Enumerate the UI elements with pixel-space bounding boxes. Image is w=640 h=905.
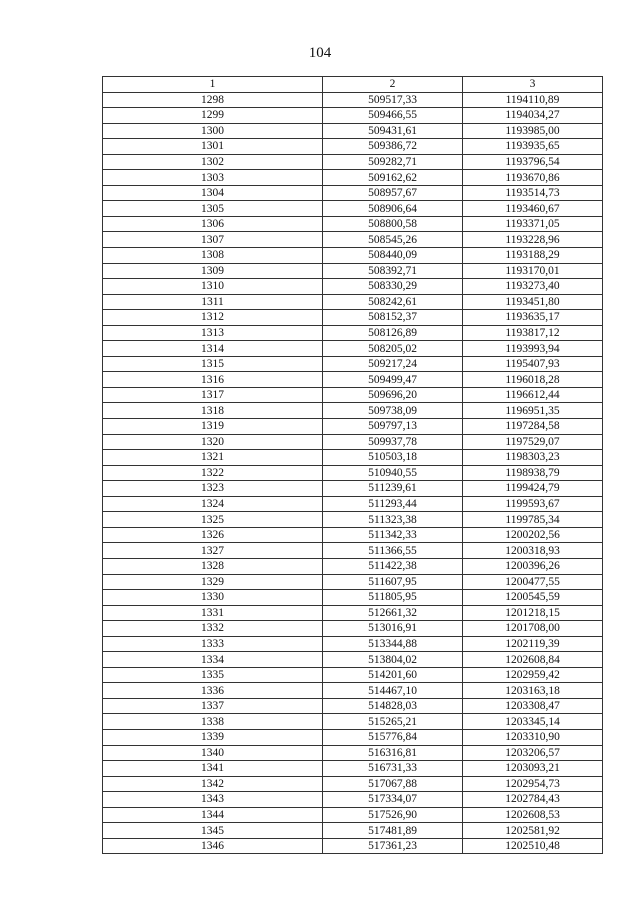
column-header: 1 bbox=[103, 77, 323, 93]
table-cell: 1322 bbox=[103, 465, 323, 481]
table-cell: 517067,88 bbox=[323, 776, 463, 792]
table-cell: 510503,18 bbox=[323, 450, 463, 466]
table-cell: 509517,33 bbox=[323, 92, 463, 108]
table-cell: 509738,09 bbox=[323, 403, 463, 419]
table-cell: 1300 bbox=[103, 123, 323, 139]
table-cell: 1341 bbox=[103, 761, 323, 777]
table-cell: 508242,61 bbox=[323, 294, 463, 310]
table-cell: 1202608,53 bbox=[463, 807, 603, 823]
table-cell: 1334 bbox=[103, 652, 323, 668]
table-cell: 517481,89 bbox=[323, 823, 463, 839]
table-row bbox=[103, 248, 603, 264]
table-cell: 512661,32 bbox=[323, 605, 463, 621]
table-cell: 508330,29 bbox=[323, 279, 463, 295]
table-cell: 1203163,18 bbox=[463, 683, 603, 699]
table-cell: 1193460,67 bbox=[463, 201, 603, 217]
table-row bbox=[103, 185, 603, 201]
table-cell: 1328 bbox=[103, 558, 323, 574]
table-row bbox=[103, 636, 603, 652]
table-cell: 1346 bbox=[103, 838, 323, 854]
column-header: 3 bbox=[463, 77, 603, 93]
table-row bbox=[103, 341, 603, 357]
table-cell: 1200202,56 bbox=[463, 527, 603, 543]
page-number: 104 bbox=[308, 45, 332, 61]
table-cell: 1193273,40 bbox=[463, 279, 603, 295]
table-cell: 1202954,73 bbox=[463, 776, 603, 792]
table-cell: 1331 bbox=[103, 605, 323, 621]
table-cell: 1325 bbox=[103, 512, 323, 528]
table-cell: 1311 bbox=[103, 294, 323, 310]
table-row bbox=[103, 481, 603, 497]
table-cell: 516316,81 bbox=[323, 745, 463, 761]
table-cell: 509386,72 bbox=[323, 139, 463, 155]
table-row bbox=[103, 574, 603, 590]
table-cell: 1196018,28 bbox=[463, 372, 603, 388]
column-header: 2 bbox=[323, 77, 463, 93]
table-cell: 1315 bbox=[103, 356, 323, 372]
table-cell: 1193993,94 bbox=[463, 341, 603, 357]
table-cell: 1342 bbox=[103, 776, 323, 792]
table-cell: 508545,26 bbox=[323, 232, 463, 248]
table-cell: 1203345,14 bbox=[463, 714, 603, 730]
table-cell: 513804,02 bbox=[323, 652, 463, 668]
table-row bbox=[103, 838, 603, 854]
table-cell: 511239,61 bbox=[323, 481, 463, 497]
table-cell: 1321 bbox=[103, 450, 323, 466]
table-cell: 1193170,01 bbox=[463, 263, 603, 279]
table-row bbox=[103, 450, 603, 466]
table-row bbox=[103, 729, 603, 745]
table-cell: 510940,55 bbox=[323, 465, 463, 481]
table-cell: 508906,64 bbox=[323, 201, 463, 217]
table-cell: 1200477,55 bbox=[463, 574, 603, 590]
table-cell: 1345 bbox=[103, 823, 323, 839]
table-cell: 1312 bbox=[103, 310, 323, 326]
table-cell: 511323,38 bbox=[323, 512, 463, 528]
table-cell: 1193451,80 bbox=[463, 294, 603, 310]
table-cell: 511366,55 bbox=[323, 543, 463, 559]
table-cell: 1314 bbox=[103, 341, 323, 357]
table-cell: 1202608,84 bbox=[463, 652, 603, 668]
table-cell: 517334,07 bbox=[323, 792, 463, 808]
table-row bbox=[103, 372, 603, 388]
table-cell: 1303 bbox=[103, 170, 323, 186]
table-cell: 1326 bbox=[103, 527, 323, 543]
table-row bbox=[103, 294, 603, 310]
table-cell: 1308 bbox=[103, 248, 323, 264]
table-cell: 1324 bbox=[103, 496, 323, 512]
table-row bbox=[103, 201, 603, 217]
table-cell: 1194110,89 bbox=[463, 92, 603, 108]
table-cell: 509217,24 bbox=[323, 356, 463, 372]
table-cell: 1196951,35 bbox=[463, 403, 603, 419]
table-row bbox=[103, 403, 603, 419]
table-cell: 1305 bbox=[103, 201, 323, 217]
table-row bbox=[103, 590, 603, 606]
table-row bbox=[103, 807, 603, 823]
table-row bbox=[103, 154, 603, 170]
table-cell: 1202119,39 bbox=[463, 636, 603, 652]
table-cell: 1307 bbox=[103, 232, 323, 248]
table-cell: 514828,03 bbox=[323, 698, 463, 714]
table-cell: 1304 bbox=[103, 185, 323, 201]
table-row bbox=[103, 465, 603, 481]
table-row bbox=[103, 527, 603, 543]
table-cell: 1202581,92 bbox=[463, 823, 603, 839]
table-cell: 1193635,17 bbox=[463, 310, 603, 326]
table-cell: 1199424,79 bbox=[463, 481, 603, 497]
table-cell: 1301 bbox=[103, 139, 323, 155]
table-row bbox=[103, 792, 603, 808]
table-cell: 1316 bbox=[103, 372, 323, 388]
table-cell: 1329 bbox=[103, 574, 323, 590]
table-cell: 516731,33 bbox=[323, 761, 463, 777]
table-cell: 1327 bbox=[103, 543, 323, 559]
table-row bbox=[103, 496, 603, 512]
table-cell: 1203206,57 bbox=[463, 745, 603, 761]
table-cell: 509431,61 bbox=[323, 123, 463, 139]
table-cell: 1344 bbox=[103, 807, 323, 823]
table-row bbox=[103, 170, 603, 186]
table-cell: 1198938,79 bbox=[463, 465, 603, 481]
table-row bbox=[103, 216, 603, 232]
table-row bbox=[103, 605, 603, 621]
table-row bbox=[103, 310, 603, 326]
table-cell: 1202510,48 bbox=[463, 838, 603, 854]
table-cell: 1309 bbox=[103, 263, 323, 279]
table-row bbox=[103, 745, 603, 761]
table-cell: 1193817,12 bbox=[463, 325, 603, 341]
table-cell: 1319 bbox=[103, 419, 323, 435]
table-row bbox=[103, 108, 603, 124]
table-cell: 509162,62 bbox=[323, 170, 463, 186]
table-cell: 509499,47 bbox=[323, 372, 463, 388]
table-cell: 1194034,27 bbox=[463, 108, 603, 124]
table-row bbox=[103, 652, 603, 668]
table-cell: 1203308,47 bbox=[463, 698, 603, 714]
table-row bbox=[103, 92, 603, 108]
table-row bbox=[103, 776, 603, 792]
table-cell: 1203310,90 bbox=[463, 729, 603, 745]
table-cell: 514201,60 bbox=[323, 667, 463, 683]
table-row bbox=[103, 279, 603, 295]
table-cell: 513344,88 bbox=[323, 636, 463, 652]
table-cell: 509696,20 bbox=[323, 387, 463, 403]
table-row bbox=[103, 325, 603, 341]
table-cell: 1196612,44 bbox=[463, 387, 603, 403]
table-row bbox=[103, 761, 603, 777]
table-row bbox=[103, 683, 603, 699]
table-row bbox=[103, 558, 603, 574]
table-cell: 513016,91 bbox=[323, 621, 463, 637]
table-cell: 1338 bbox=[103, 714, 323, 730]
table-cell: 1193796,54 bbox=[463, 154, 603, 170]
table-row bbox=[103, 263, 603, 279]
table-row bbox=[103, 543, 603, 559]
table-cell: 1200318,93 bbox=[463, 543, 603, 559]
table-cell: 508800,58 bbox=[323, 216, 463, 232]
table-cell: 1302 bbox=[103, 154, 323, 170]
table-cell: 511293,44 bbox=[323, 496, 463, 512]
table-cell: 508957,67 bbox=[323, 185, 463, 201]
table-row bbox=[103, 139, 603, 155]
coordinates-table bbox=[102, 76, 603, 854]
table-cell: 1332 bbox=[103, 621, 323, 637]
table-cell: 515265,21 bbox=[323, 714, 463, 730]
table-cell: 1195407,93 bbox=[463, 356, 603, 372]
table-cell: 1193188,29 bbox=[463, 248, 603, 264]
table-row bbox=[103, 714, 603, 730]
table-cell: 1193514,73 bbox=[463, 185, 603, 201]
table-cell: 514467,10 bbox=[323, 683, 463, 699]
table-cell: 517526,90 bbox=[323, 807, 463, 823]
table-row bbox=[103, 419, 603, 435]
table-row bbox=[103, 232, 603, 248]
table-cell: 509937,78 bbox=[323, 434, 463, 450]
table-cell: 508392,71 bbox=[323, 263, 463, 279]
table-cell: 1336 bbox=[103, 683, 323, 699]
table-cell: 511607,95 bbox=[323, 574, 463, 590]
table-cell: 1200545,59 bbox=[463, 590, 603, 606]
table-row bbox=[103, 387, 603, 403]
table-cell: 1340 bbox=[103, 745, 323, 761]
table-cell: 1299 bbox=[103, 108, 323, 124]
table-cell: 1193371,05 bbox=[463, 216, 603, 232]
table-cell: 1199593,67 bbox=[463, 496, 603, 512]
table-cell: 1335 bbox=[103, 667, 323, 683]
table-cell: 511805,95 bbox=[323, 590, 463, 606]
table-cell: 508440,09 bbox=[323, 248, 463, 264]
table-cell: 1323 bbox=[103, 481, 323, 497]
table-row bbox=[103, 621, 603, 637]
table-cell: 1202784,43 bbox=[463, 792, 603, 808]
table-cell: 1197284,58 bbox=[463, 419, 603, 435]
table-cell: 1343 bbox=[103, 792, 323, 808]
table-cell: 1193670,86 bbox=[463, 170, 603, 186]
table-cell: 1199785,34 bbox=[463, 512, 603, 528]
table-cell: 1202959,42 bbox=[463, 667, 603, 683]
table-cell: 1306 bbox=[103, 216, 323, 232]
table-cell: 1201218,15 bbox=[463, 605, 603, 621]
table-cell: 1318 bbox=[103, 403, 323, 419]
table-cell: 1197529,07 bbox=[463, 434, 603, 450]
table-cell: 509466,55 bbox=[323, 108, 463, 124]
table-cell: 515776,84 bbox=[323, 729, 463, 745]
table-cell: 1193935,65 bbox=[463, 139, 603, 155]
table-cell: 1330 bbox=[103, 590, 323, 606]
table-cell: 1198303,23 bbox=[463, 450, 603, 466]
table-cell: 1201708,00 bbox=[463, 621, 603, 637]
table-cell: 508126,89 bbox=[323, 325, 463, 341]
table-row bbox=[103, 512, 603, 528]
table-cell: 1337 bbox=[103, 698, 323, 714]
table-cell: 1200396,26 bbox=[463, 558, 603, 574]
table-cell: 1339 bbox=[103, 729, 323, 745]
table-row bbox=[103, 123, 603, 139]
table-row bbox=[103, 667, 603, 683]
table-cell: 1333 bbox=[103, 636, 323, 652]
table-cell: 508205,02 bbox=[323, 341, 463, 357]
table-row bbox=[103, 823, 603, 839]
table-cell: 1193228,96 bbox=[463, 232, 603, 248]
table-cell: 509282,71 bbox=[323, 154, 463, 170]
table-row bbox=[103, 434, 603, 450]
table-cell: 511342,33 bbox=[323, 527, 463, 543]
table-cell: 508152,37 bbox=[323, 310, 463, 326]
table-cell: 1203093,21 bbox=[463, 761, 603, 777]
table-cell: 1298 bbox=[103, 92, 323, 108]
table-body bbox=[103, 92, 603, 854]
table-cell: 1320 bbox=[103, 434, 323, 450]
table-cell: 1313 bbox=[103, 325, 323, 341]
table-row bbox=[103, 356, 603, 372]
table-cell: 509797,13 bbox=[323, 419, 463, 435]
table-cell: 1310 bbox=[103, 279, 323, 295]
table-cell: 517361,23 bbox=[323, 838, 463, 854]
table-cell: 1193985,00 bbox=[463, 123, 603, 139]
table-cell: 511422,38 bbox=[323, 558, 463, 574]
table-header-row bbox=[103, 77, 603, 93]
table-cell: 1317 bbox=[103, 387, 323, 403]
table-row bbox=[103, 698, 603, 714]
